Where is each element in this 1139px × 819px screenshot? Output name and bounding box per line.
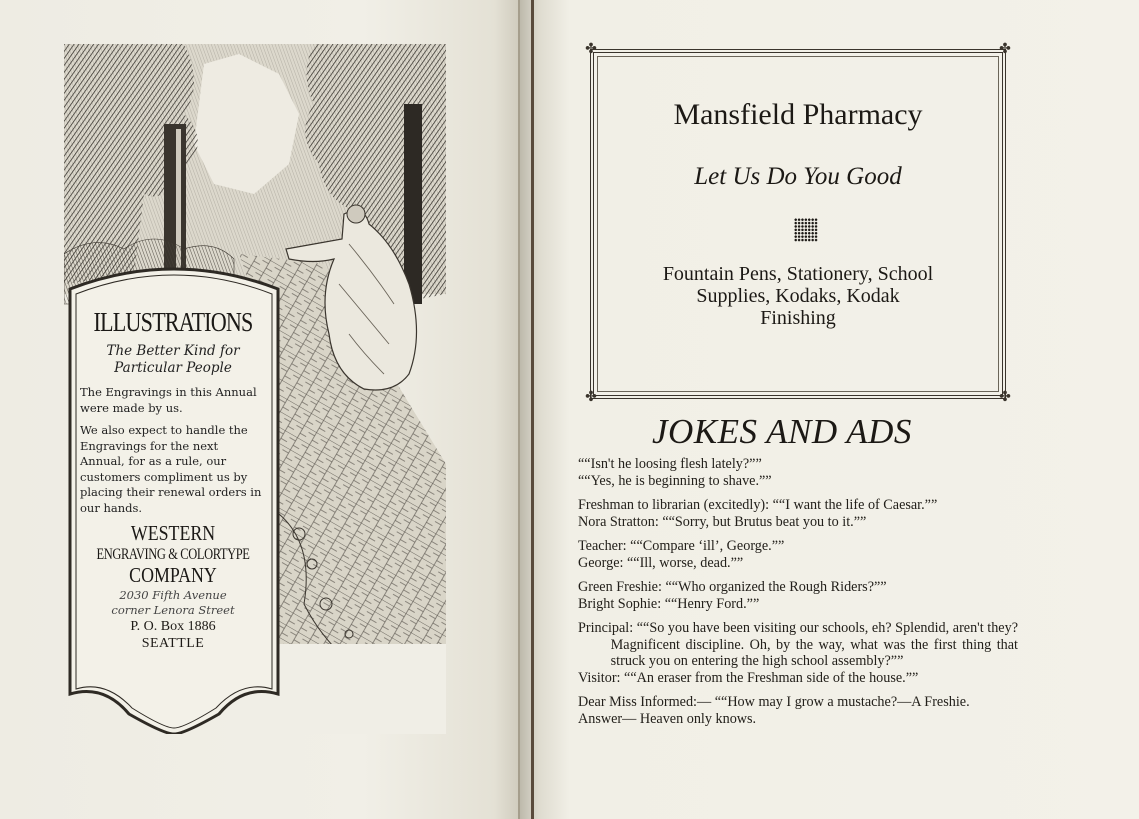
corner-ornament-icon: ✤ xyxy=(999,390,1011,405)
miss-informed-answer: Answer— Heaven only knows. xyxy=(578,710,757,727)
miss-informed-question: Dear Miss Informed:— ““How may I grow a mustache?—A Freshie. xyxy=(578,694,970,710)
company-name xyxy=(74,523,272,586)
section-title: JOKES AND ADS xyxy=(652,412,912,451)
joke-line: Teacher: ““Compare ‘ill’, George.”” xyxy=(578,538,785,554)
corner-ornament-icon: ✤ xyxy=(999,42,1011,57)
corner-ornament-icon: ✤ xyxy=(585,42,597,57)
address-line-1: 2030 Fifth Avenue xyxy=(119,588,227,602)
joke-item xyxy=(578,456,1018,489)
company-line-3: COMPANY xyxy=(129,563,217,587)
company-address xyxy=(74,588,272,618)
joke-item xyxy=(578,538,1018,571)
joke-line: Freshman to librarian (excitedly): ““I want the life of Caesar.”” xyxy=(578,497,938,513)
joke-line: Bright Sophie: ““Henry Ford.”” xyxy=(578,595,760,612)
products-line-2: Supplies, Kodaks, Kodak xyxy=(696,285,900,307)
book-gutter-shadow xyxy=(518,0,520,819)
jokes-list xyxy=(578,456,1018,735)
address-line-2: corner Lenora Street xyxy=(111,603,235,617)
joke-line: ““Isn't he loosing flesh lately?”” xyxy=(578,456,762,472)
po-box: P. O. Box 1886 xyxy=(130,619,216,634)
pharmacy-slogan: Let Us Do You Good xyxy=(694,163,902,190)
visitor-reply: Visitor: ““An eraser from the Freshman side of the house.”” xyxy=(578,669,919,686)
book-gutter xyxy=(531,0,534,819)
company-line-1: WESTERN xyxy=(130,521,216,545)
tagline xyxy=(74,343,272,377)
joke-line: Nora Stratton: ““Sorry, but Brutus beat you to it.”” xyxy=(578,513,867,530)
joke-line: Green Freshie: ““Who organized the Rough Riders?”” xyxy=(578,579,887,595)
illustrations-title: ILLUSTRATIONS xyxy=(93,307,253,337)
engraving-paragraph-1: The Engravings in this Annual were made by us. xyxy=(80,385,257,415)
joke-item-miss-informed xyxy=(578,694,1018,711)
joke-line: ““Yes, he is beginning to shave.”” xyxy=(578,472,772,489)
joke-item xyxy=(578,579,1018,612)
joke-item-principal xyxy=(578,620,1018,670)
principal-question: Principal: ““So you have been visiting our schools, eh? Splendid, aren't they? Magnificent discipline. Oh, by the way, what was the first thing that struck you on entering the high school assembly?”” xyxy=(578,620,1018,669)
joke-item-visitor xyxy=(578,670,1018,687)
company-line-2: ENGRAVING & COLORTYPE xyxy=(96,546,250,563)
corner-ornament-icon: ✤ xyxy=(585,390,597,405)
joke-item xyxy=(578,497,1018,530)
pharmacy-products xyxy=(624,263,972,329)
joke-line: George: ““Ill, worse, dead.”” xyxy=(578,554,744,571)
products-line-1: Fountain Pens, Stationery, School xyxy=(662,263,934,285)
engraving-copy xyxy=(74,385,272,516)
cartouche-text xyxy=(74,306,272,652)
dot-grid-ornament-icon xyxy=(794,218,818,242)
products-line-3: Finishing xyxy=(760,307,836,329)
tagline-line-2: Particular People xyxy=(114,360,232,376)
pharmacy-ad xyxy=(584,43,1012,405)
engraving-paragraph-2: We also expect to handle the Engravings for the next Annual, for as a rule, our customers compliment us by placing their renewal orders in our hands. xyxy=(80,423,262,515)
joke-item-answer xyxy=(578,711,1018,728)
pharmacy-name: Mansfield Pharmacy xyxy=(673,98,923,131)
tagline-line-1: The Better Kind for xyxy=(106,343,240,359)
engraving-illustration xyxy=(64,44,446,734)
city: SEATTLE xyxy=(141,636,205,651)
